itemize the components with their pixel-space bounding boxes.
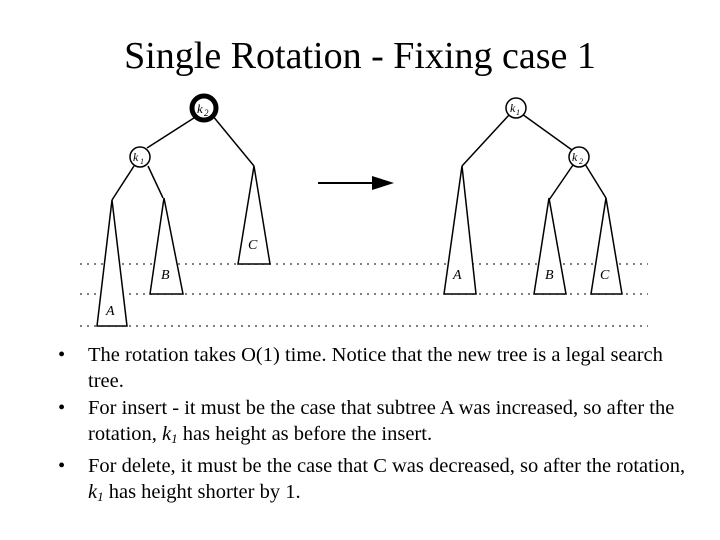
left-root-label: k <box>197 101 203 116</box>
left-subtree-a-label: A <box>106 304 115 319</box>
bullet-item <box>58 453 698 510</box>
right-root-sub: 1 <box>516 108 520 117</box>
right-tree <box>444 98 622 294</box>
bullet-marker: • <box>58 397 66 419</box>
bullet-text: For delete, it must be the case that C was decreased, so after the rotation, <box>88 455 686 477</box>
left-root-sub: 2 <box>204 108 209 118</box>
slide-title: Single Rotation - Fixing case 1 <box>124 35 596 77</box>
bullet-text: For insert - it must be the case that subtree A was increased, so after the rotation, <box>88 397 675 445</box>
bullet-list <box>58 342 698 511</box>
left-subtree-c-label: C <box>248 238 258 253</box>
bullet-marker: • <box>58 344 66 366</box>
bullet-marker: • <box>58 455 66 477</box>
right-arrow-icon <box>318 176 394 190</box>
bullet-text: The rotation takes O(1) time. Notice that the new tree is a legal search tree. <box>88 344 663 392</box>
right-subtree-c-label: C <box>600 268 610 283</box>
right-child-label: k <box>572 150 578 164</box>
rotation-diagram <box>0 88 720 338</box>
bullet-item <box>58 342 698 394</box>
right-root-label: k <box>510 101 516 115</box>
right-subtree-b-label: B <box>545 268 554 283</box>
right-subtree-a-label: A <box>453 268 462 283</box>
left-tree <box>97 96 270 326</box>
left-child-sub: 1 <box>140 157 144 166</box>
bullet-variable-sub: 1 <box>97 489 104 504</box>
bullet-text-end: has height as before the insert. <box>177 423 433 445</box>
bullet-item <box>58 395 698 452</box>
left-subtree-b-label: B <box>161 268 170 283</box>
bullet-variable: k <box>88 481 98 503</box>
bullet-text-end: has height shorter by 1. <box>103 481 301 503</box>
left-child-label: k <box>133 150 139 164</box>
right-child-sub: 2 <box>579 157 583 166</box>
bullet-variable-sub: 1 <box>171 431 178 446</box>
bullet-variable: k <box>162 423 172 445</box>
